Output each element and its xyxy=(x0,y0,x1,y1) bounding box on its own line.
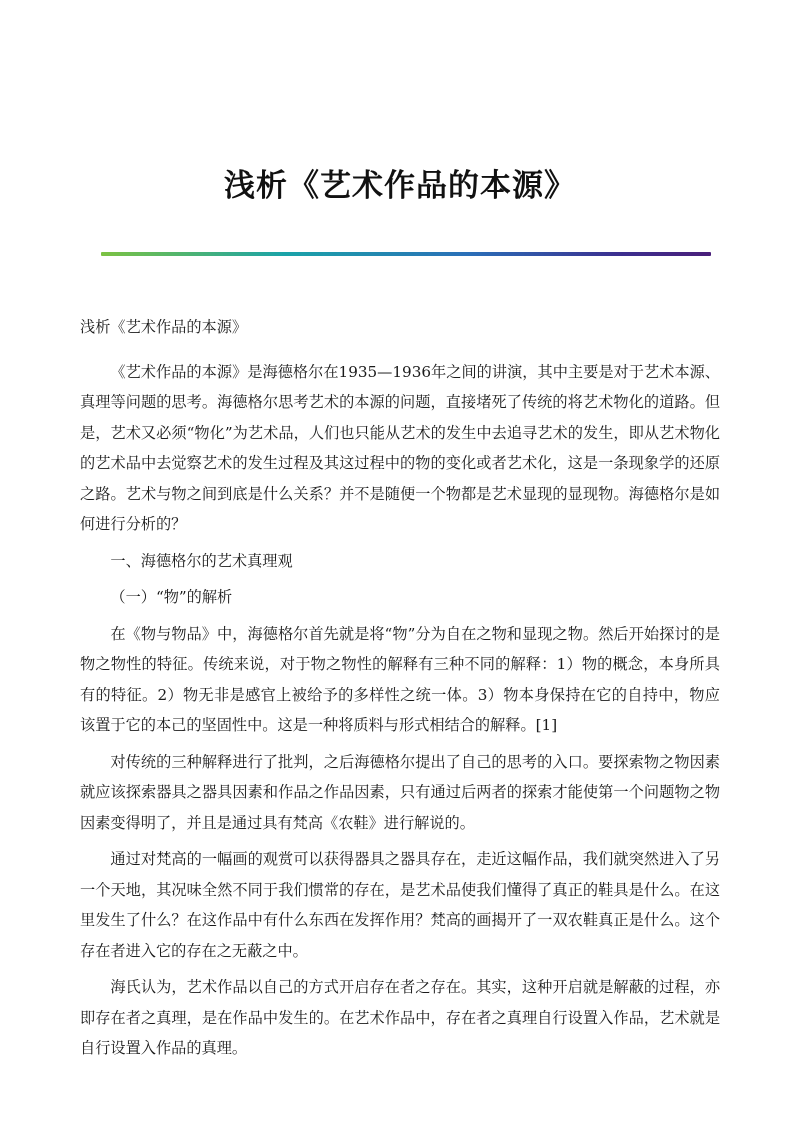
title-divider xyxy=(101,252,711,256)
document-title: 浅析《艺术作品的本源》 xyxy=(224,168,576,204)
document-subtitle: 浅析《艺术作品的本源》 xyxy=(80,318,248,336)
subsection-heading-1: （一）“物”的解析 xyxy=(110,588,233,606)
paragraph-intro: 《艺术作品的本源》是海德格尔在1935—1936年之间的讲演，其中主要是对于艺术本源、真理等问题的思考。海德格尔思考艺术的本源的问题，直接堵死了传统的将艺术物化的道路。但是，艺术又必须“物化”为艺术品，人们也只能从艺术的发生中去追寻艺术的发生，即从艺术物化的艺术品中去觉察艺术的发生过程及其这过程中的物的变化或者艺术化，这是一条现象学的还原之路。艺术与物之间到底是什么关系？并不是随便一个物都是艺术显现的显现物。海德格尔是如何进行分析的？ xyxy=(80,362,720,533)
paragraph-thing-analysis: 在《物与物品》中，海德格尔首先就是将“物”分为自在之物和显现之物。然后开始探讨的是物之物性的特征。传统来说，对于物之物性的解释有三种不同的解释：1）物的概念，本身所具有的特征。2）物无非是感官上被给予的多样性之统一体。3）物本身保持在它的自持中，物应该置于它的本己的坚固性中。这是一种将质料与形式相结合的解释。[1] xyxy=(80,624,720,734)
paragraph-critique: 对传统的三种解释进行了批判，之后海德格尔提出了自己的思考的入口。要探索物之物因素就应该探索器具之器具因素和作品之作品因素，只有通过后两者的探索才能使第一个问题物之物因素变得明了，并且是通过具有梵高《农鞋》进行解说的。 xyxy=(80,752,720,832)
document-body xyxy=(80,312,720,1070)
paragraph-van-gogh: 通过对梵高的一幅画的观赏可以获得器具之器具存在，走近这幅作品，我们就突然进入了另一个天地，其况味全然不同于我们惯常的存在，是艺术品使我们懂得了真正的鞋具是什么。在这里发生了什么？在这作品中有什么东西在发挥作用？梵高的画揭开了一双农鞋真正是什么。这个存在者进入它的存在之无蔽之中。 xyxy=(80,850,720,960)
paragraph-truth: 海氏认为，艺术作品以自己的方式开启存在者之存在。其实，这种开启就是解蔽的过程，亦即存在者之真理，是在作品中发生的。在艺术作品中，存在者之真理自行设置入作品，艺术就是自行设置入作品的真理。 xyxy=(80,978,720,1057)
section-heading-1: 一、海德格尔的艺术真理观 xyxy=(110,551,293,570)
